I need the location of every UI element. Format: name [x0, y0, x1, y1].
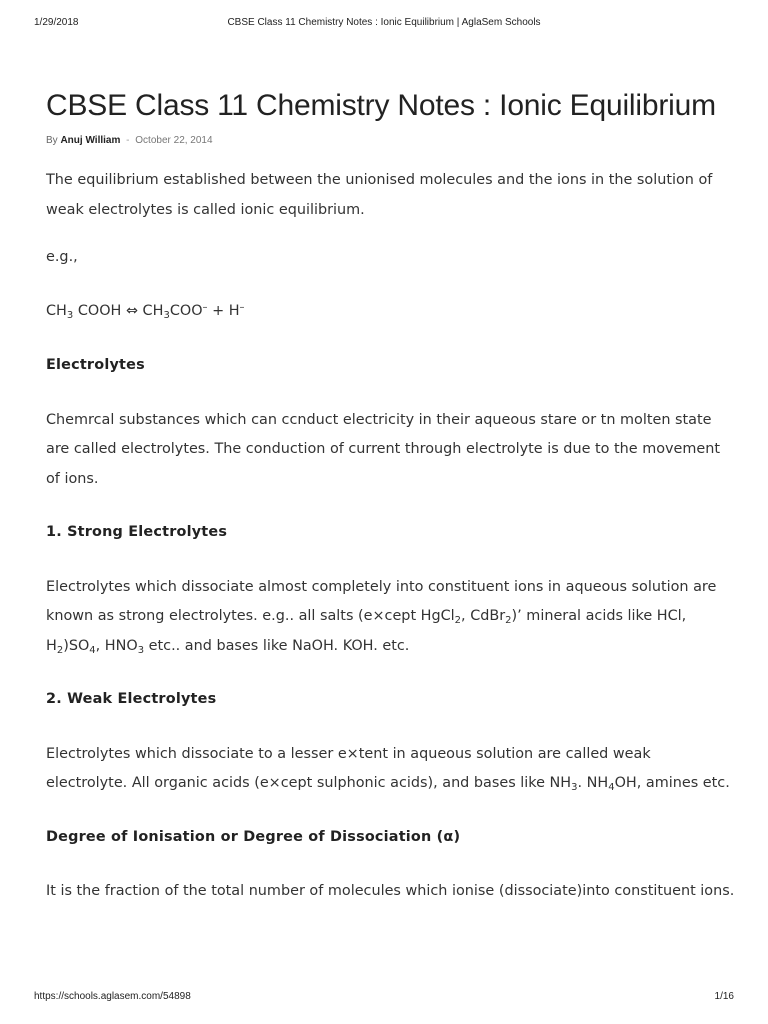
equation: $CH_3$ COOH ⇔ $CH_3COO^- + H^-$ — [46, 301, 245, 321]
degree-paragraph: It is the fraction of the total number of molecules which ionise (dissociate)into constituent ions. — [46, 883, 735, 899]
byline-separator: - — [126, 135, 130, 146]
article-title: CBSE Class 11 Chemistry Notes : Ionic Equilibrium — [46, 89, 716, 122]
print-page-title: CBSE Class 11 Chemistry Notes : Ionic Equilibrium | AglaSem Schools — [227, 17, 541, 28]
strong-electrolytes-paragraph: Electrolytes which dissociate almost completely into constituent ions in aqueous solution are known as strong electrolytes. e.g.. all salts (e×cept HgCl$_2$, CdBr$_2$)’ mineral acids like HCl, $H_2)SO_4$, $HNO_3$ etc.. and bases like NaOH. KOH. etc. — [46, 578, 717, 656]
intro-paragraph: The equilibrium established between the unionised molecules and the ions in the solution of weak electrolytes is called ionic equilibrium. — [46, 172, 713, 218]
heading-strong-electrolytes: 1. Strong Electrolytes — [46, 524, 228, 540]
example-label: e.g., — [46, 249, 78, 265]
electrolytes-paragraph: Chemrcal substances which can ccnduct electricity in their aqueous stare or tn molten state are called electrolytes. The conduction of current through electrolyte is due to the movement of ions. — [46, 411, 721, 487]
author-link[interactable]: Anuj William — [60, 135, 121, 146]
publish-date: October 22, 2014 — [135, 135, 213, 146]
article — [46, 86, 736, 907]
heading-weak-electrolytes: 2. Weak Electrolytes — [46, 691, 217, 707]
print-url: https://schools.aglasem.com/54898 — [34, 991, 191, 1002]
byline — [46, 134, 736, 148]
print-page-number: 1/16 — [714, 991, 734, 1002]
heading-degree-of-ionisation: Degree of Ionisation or Degree of Dissociation (α) — [46, 828, 461, 845]
print-footer — [34, 991, 734, 1005]
heading-electrolytes: Electrolytes — [46, 357, 145, 373]
byline-prefix: By — [46, 135, 58, 146]
print-header — [34, 17, 734, 31]
weak-electrolytes-paragraph: Electrolytes which dissociate to a lesser e×tent in aqueous solution are called weak electrolyte. All organic acids (e×cept sulphonic acids), and bases like $NH_3$. $NH_4OH$, amines etc. — [46, 745, 730, 793]
print-date: 1/29/2018 — [34, 17, 79, 28]
